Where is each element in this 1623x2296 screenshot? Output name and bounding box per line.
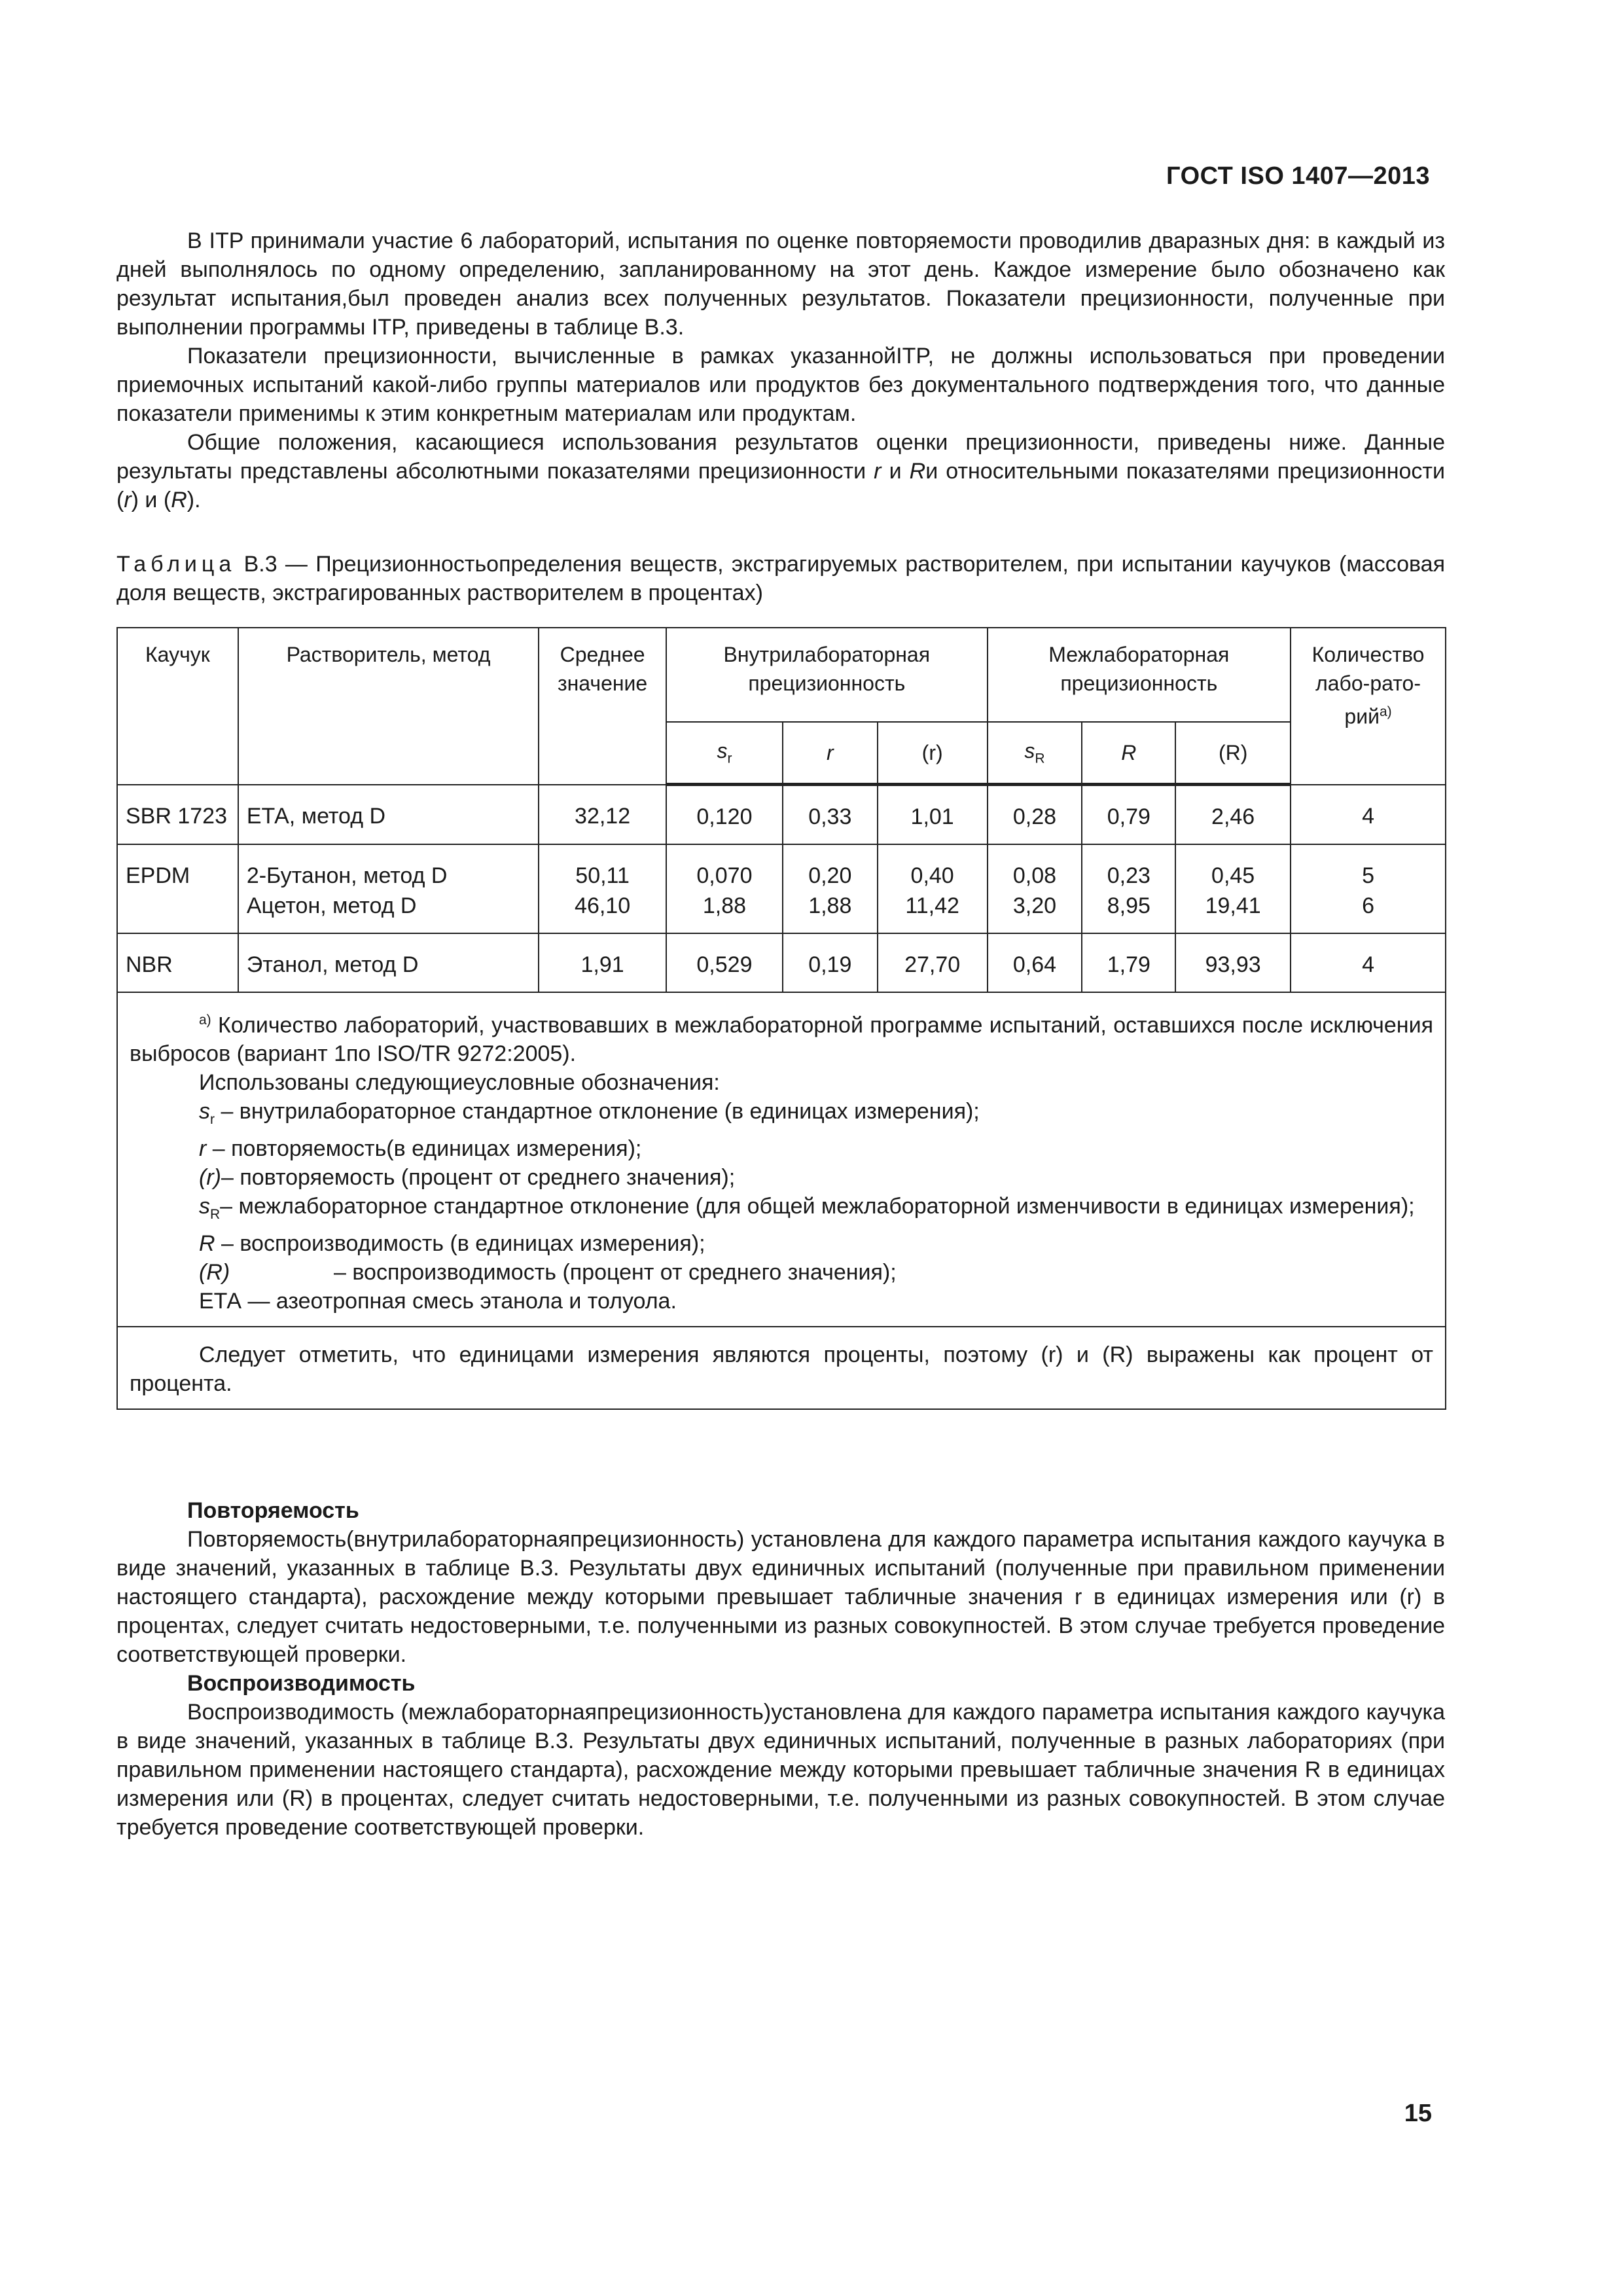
table-footnote <box>117 992 1446 1327</box>
cell-rubber: SBR 1723 <box>117 785 238 845</box>
precision-table <box>116 627 1446 1410</box>
legend-sr: $s_r$ – внутрилабораторное стандартное отклонение (в единицах измерения); <box>199 1099 980 1128</box>
repeatability-title: Повторяемость <box>187 1498 359 1523</box>
header-labs: Количество лабо-рато-рий$^{а)}$ <box>1291 628 1446 785</box>
cell-mean: 50,11 46,10 <box>539 844 666 933</box>
table-note: Следует отметить, что единицами измерения являются проценты, поэтому (r) и (R) выражены как процент от процента. <box>117 1327 1446 1409</box>
table-caption: Таблица В.3 — Прецизионностьопределения веществ, экстрагируемых растворителем, при испытании каучуков (массовая доля веществ, экстрагированных растворителем в процентах) <box>116 552 1445 605</box>
reproducibility-text: Воспроизводимость (межлабораторнаяпрецизионность)установлена для каждого параметра испытания каждого каучука в виде значений, указанных в таблице В.3. Результаты двух единичных испытаний, полученные в разных лабораториях (при правильном применении настоящего стандарта), расхождение между которыми превышает табличные значения R в единицах измерения или (R) в процентах, следует считать недостоверными, т.е. полученными из разных совокупностей. В этом случае требуется проведение соответствующей проверки. <box>116 1700 1445 1840</box>
cell-mean: 32,12 <box>539 785 666 845</box>
cell-R-rel: 0,45 19,41 <box>1175 844 1291 933</box>
legend-title: Использованы следующиеусловные обозначения: <box>199 1070 720 1096</box>
repeatability-text: Повторяемость(внутрилабораторнаяпрецизионность) установлена для каждого параметра испытания каждого каучука в виде значений, указанных в таблице В.3. Результаты двух единичных испытаний (полученные при правильном применении настоящего стандарта), расхождение между которыми превышает табличные значения r в единицах измерения или (r) в процентах, следует считать недостоверными, т.е. полученными из разных совокупностей. В этом случае требуется проведение соответствующей проверки. <box>116 1527 1445 1667</box>
header-inter: Межлабораторная прецизионность <box>988 628 1291 722</box>
cell-labs: 4 <box>1291 933 1446 992</box>
header-rubber: Каучук <box>117 628 238 785</box>
reproducibility-title: Воспроизводимость <box>187 1671 416 1696</box>
legend-sR: $s_R-$ межлабораторное стандартное отклонение (для общей межлабораторной изменчивости в единицах измерения); <box>199 1194 1415 1222</box>
intro-paragraph-1: В ITP принимали участие 6 лабораторий, испытания по оценке повторяемости проводилив дваразных дня: в каждый из дней выполнялось по одному определению, запланированному на этот день. Каждое измерение было обозначено как результат испытания,был проведен анализ всех полученных результатов. Показатели прецизионности, полученные при выполнении программы ITP, приведены в таблице В.3. <box>116 228 1445 340</box>
standard-header: ГОСТ ISO 1407—2013 <box>1166 162 1430 190</box>
cell-solvent: 2-Бутанон, метод D Ацетон, метод D <box>238 844 539 933</box>
header-R-rel: (R) <box>1175 722 1291 785</box>
cell-sr: 0,529 <box>666 933 783 992</box>
legend-R: R – воспроизводимость (в единицах измерения); <box>199 1230 705 1256</box>
cell-R-rel: 93,93 <box>1175 933 1291 992</box>
legend-eta: ЕТА — азеотропная смесь этанола и толуола. <box>199 1288 677 1314</box>
intro-paragraph-3: Общие положения, касающиеся использования результатов оценки прецизионности, приведены ниже. Данные результаты представлены абсолютными показателями прецизионности r и Rи относительными показателями прецизионности (r) и (R). <box>116 430 1445 512</box>
cell-r-rel: 27,70 <box>878 933 988 992</box>
cell-mean: 1,91 <box>539 933 666 992</box>
legend-r: r – повторяемость(в единицах измерения); <box>199 1136 642 1162</box>
header-r-rel: (r) <box>878 722 988 785</box>
cell-R: 0,23 8,95 <box>1082 844 1175 933</box>
intro-text <box>116 226 1445 514</box>
header-sR: $s_R$ <box>988 722 1082 785</box>
legend-R-rel: (R) – воспроизводимость (процент от среднего значения); <box>199 1259 897 1285</box>
cell-solvent: ЕТА, метод D <box>238 785 539 845</box>
table-footnote-row <box>117 992 1446 1327</box>
cell-sR: 0,28 <box>988 785 1082 845</box>
cell-sR: 0,64 <box>988 933 1082 992</box>
table-row <box>117 844 1446 933</box>
table-header-row <box>117 628 1446 722</box>
table-row <box>117 933 1446 992</box>
header-solvent: Растворитель, метод <box>238 628 539 785</box>
header-mean: Среднее значение <box>539 628 666 785</box>
header-sr: $s_r$ <box>666 722 783 785</box>
intro-paragraph-2: Показатели прецизионности, вычисленные в рамках указаннойITP, не должны использоваться при проведении приемочных испытаний какой-либо группы материалов или продуктов без документального подтверждения того, что данные показатели применимы к этим конкретным материалам или продуктам. <box>116 344 1445 426</box>
cell-R: 1,79 <box>1082 933 1175 992</box>
cell-labs: 5 6 <box>1291 844 1446 933</box>
cell-R-rel: 2,46 <box>1175 785 1291 845</box>
cell-r: 0,20 1,88 <box>783 844 878 933</box>
cell-r: 0,33 <box>783 785 878 845</box>
cell-r-rel: 1,01 <box>878 785 988 845</box>
cell-sR: 0,08 3,20 <box>988 844 1082 933</box>
header-r: r <box>783 722 878 785</box>
footnote-a: $^{а)}$ Количество лабораторий, участвовавших в межлабораторной программе испытаний, оставшихся после исключения выбросов (вариант 1по ISO/TR 9272:2005). <box>130 1013 1433 1067</box>
table-row <box>117 785 1446 845</box>
cell-labs: 4 <box>1291 785 1446 845</box>
cell-r-rel: 0,40 11,42 <box>878 844 988 933</box>
page-number: 15 <box>1404 2100 1432 2127</box>
legend-r-rel: (r)– повторяемость (процент от среднего значения); <box>199 1165 736 1191</box>
cell-solvent: Этанол, метод D <box>238 933 539 992</box>
cell-rubber: EPDM <box>117 844 238 933</box>
cell-r: 0,19 <box>783 933 878 992</box>
cell-R: 0,79 <box>1082 785 1175 845</box>
header-intra: Внутрилабораторная прецизионность <box>666 628 988 722</box>
table-note-row <box>117 1327 1446 1409</box>
header-R: R <box>1082 722 1175 785</box>
cell-rubber: NBR <box>117 933 238 992</box>
repeatability-section <box>116 1496 1445 1842</box>
cell-sr: 0,120 <box>666 785 783 845</box>
cell-sr: 0,070 1,88 <box>666 844 783 933</box>
